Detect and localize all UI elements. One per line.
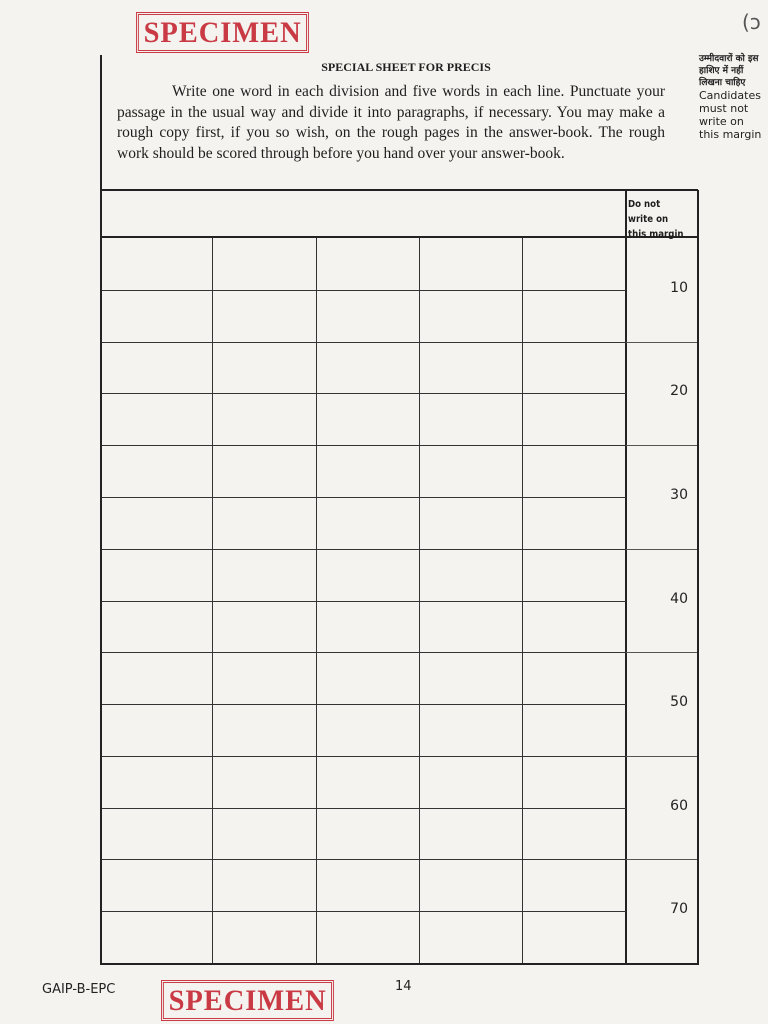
grid-row-line	[102, 549, 626, 550]
side-note-hindi-3: लिखना चाहिए	[699, 78, 746, 88]
margin-count-number: 10	[670, 279, 688, 296]
margin-count-number: 20	[670, 383, 688, 400]
side-note-english-1: Candidates	[699, 89, 761, 102]
margin-count-number: 30	[670, 486, 688, 503]
grid-row-line	[102, 808, 626, 809]
grid-row-line	[102, 445, 626, 446]
grid-column-line	[522, 238, 523, 963]
grid-row-line	[102, 601, 626, 602]
header-divider	[101, 189, 698, 191]
grid-row-line	[102, 911, 626, 912]
margin-divider-line	[626, 859, 697, 860]
margin-count-number: 50	[670, 694, 688, 711]
margin-header: Do not write on this margin	[628, 199, 684, 240]
grid-row-line	[102, 704, 626, 705]
page-number: 14	[395, 979, 412, 994]
grid-row-line	[102, 756, 626, 757]
grid-row-line	[102, 859, 626, 860]
margin-side-note	[699, 53, 765, 141]
specimen-stamp-top: SPECIMEN	[136, 12, 309, 53]
grid-row-line	[102, 497, 626, 498]
side-note-english-4: this margin	[699, 128, 762, 141]
right-border	[697, 190, 699, 965]
margin-divider-line	[626, 652, 697, 653]
paper-code: GAIP-B-EPC	[42, 982, 116, 997]
writing-grid	[102, 238, 626, 963]
instructions-text: Write one word in each division and five words in each line. Punctuate your passage in the usual way and divide it into paragraphs, if necessary. You may make a rough copy first, if you so wish, on the rough pages in the answer-book. The rough work should be scored through before you hand over your answer-book.	[117, 83, 665, 162]
grid-column-line	[419, 238, 420, 963]
grid-row-line	[102, 652, 626, 653]
grid-column-line	[212, 238, 213, 963]
side-note-english-3: write on	[699, 115, 744, 128]
instructions	[117, 82, 665, 164]
grid-column-line	[316, 238, 317, 963]
side-note-hindi-1: उम्मीदवारों को इस	[699, 54, 759, 64]
margin-count-number: 60	[670, 797, 688, 814]
margin-count-number: 40	[670, 590, 688, 607]
grid-row-line	[102, 290, 626, 291]
margin-divider-line	[626, 549, 697, 550]
margin-divider-line	[626, 756, 697, 757]
grid-bottom-border	[100, 963, 699, 965]
corner-mark: (ↄ	[742, 10, 761, 34]
margin-count-number: 70	[670, 901, 688, 918]
grid-row-line	[102, 342, 626, 343]
margin-divider-line	[626, 445, 697, 446]
specimen-stamp-bottom: SPECIMEN	[161, 980, 334, 1021]
margin-divider-line	[626, 342, 697, 343]
grid-row-line	[102, 393, 626, 394]
side-note-hindi-2: हाशिए में नहीं	[699, 66, 744, 76]
side-note-english-2: must not	[699, 102, 749, 115]
sheet-title: SPECIAL SHEET FOR PRECIS	[321, 60, 491, 74]
